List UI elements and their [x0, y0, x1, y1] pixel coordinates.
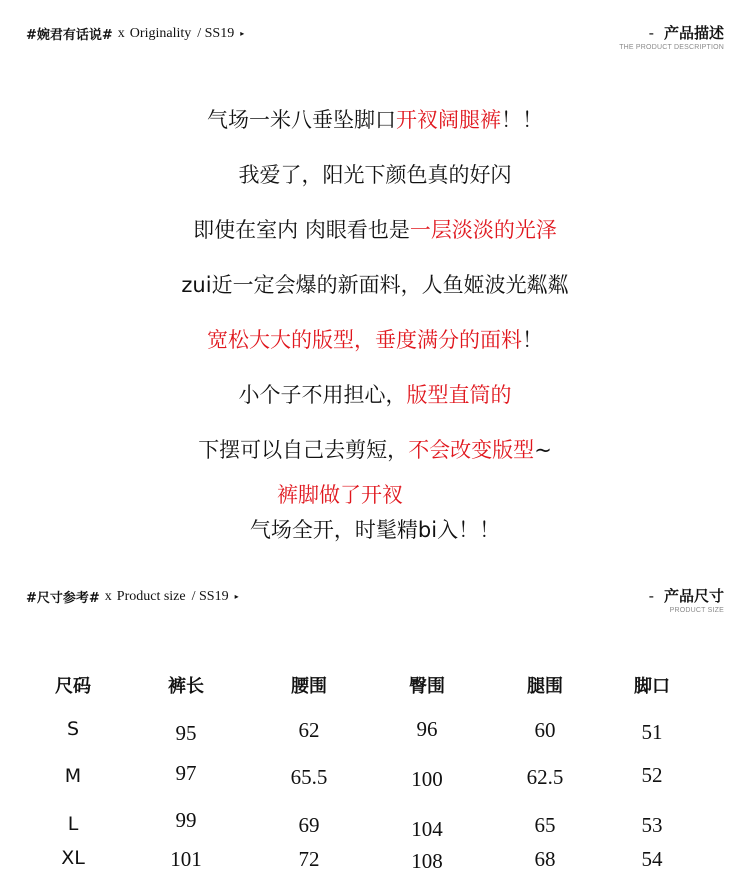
- table-cell: 53: [641, 813, 663, 837]
- highlight-text: 宽松大大的版型，垂度满分的面料: [207, 328, 522, 352]
- section-season: / SS19: [197, 25, 235, 41]
- table-header-cell: 腰围: [291, 676, 327, 697]
- table-cell: 62.5: [526, 765, 564, 789]
- line-text: 小个子不用担心，: [238, 383, 407, 407]
- table-cell: 68: [534, 847, 556, 871]
- size-label: XL: [61, 847, 85, 869]
- line-text: 下摆可以自己去剪短，: [198, 438, 409, 462]
- table-cell: 69: [298, 813, 320, 837]
- section-subtitle: Originality: [129, 25, 192, 41]
- table-cell: 52: [641, 763, 663, 787]
- section-title: 产品描述: [663, 24, 724, 42]
- section-subtitle: Product size: [116, 588, 186, 604]
- line-text: 气场全开，时髦精bi入！！: [249, 518, 501, 542]
- table-cell: 65: [534, 813, 556, 837]
- size-label: S: [66, 718, 80, 740]
- highlight-text: 一层淡淡的光泽: [409, 218, 557, 242]
- table-header-cell: 裤长: [168, 676, 204, 697]
- table-cell: 100: [411, 767, 443, 791]
- table-header-cell: 脚口: [634, 676, 670, 697]
- section-tag: #婉君有话说#: [26, 28, 113, 43]
- play-arrow-icon: ▸: [240, 29, 245, 38]
- section-tag: #尺寸参考#: [26, 591, 100, 606]
- table-header-cell: 腿围: [527, 676, 563, 697]
- section-connector: x: [104, 588, 112, 604]
- table-cell: 95: [175, 721, 197, 745]
- table-cell: 51: [641, 720, 663, 744]
- table-cell: 108: [411, 849, 443, 873]
- highlight-text: 版型直筒的: [406, 383, 512, 407]
- line-text: zui近一定会爆的新面料，人鱼姬波光粼粼: [181, 273, 569, 297]
- table-cell: 99: [175, 808, 197, 832]
- table-header-cell: 臀围: [409, 676, 445, 697]
- section-title-english: THE PRODUCT DESCRIPTION: [619, 44, 724, 51]
- section-connector: x: [117, 25, 125, 41]
- title-dash: -: [648, 587, 654, 605]
- line-text: 我爱了，阳光下颜色真的好闪: [238, 163, 512, 187]
- section-title-english: PRODUCT SIZE: [669, 607, 724, 614]
- highlight-text: 裤脚做了开衩: [277, 483, 403, 507]
- section-title: 产品尺寸: [663, 587, 724, 605]
- table-cell: 72: [298, 847, 320, 871]
- title-dash: -: [648, 24, 654, 42]
- table-header-cell: 尺码: [55, 676, 91, 697]
- table-cell: 97: [175, 761, 197, 785]
- table-cell: 96: [416, 717, 438, 741]
- line-text: ！: [522, 328, 543, 352]
- size-label: L: [67, 813, 79, 835]
- table-cell: 101: [170, 847, 202, 871]
- table-cell: 60: [534, 718, 556, 742]
- table-cell: 104: [411, 817, 443, 841]
- line-text: ！！: [501, 108, 543, 132]
- line-text: ~: [534, 438, 552, 462]
- line-text: 即使在室内 肉眼看也是: [193, 218, 410, 242]
- size-label: M: [64, 765, 82, 787]
- table-cell: 62: [298, 718, 320, 742]
- line-text: 气场一米八垂坠脚口: [207, 108, 396, 132]
- table-cell: 54: [641, 847, 663, 871]
- table-cell: 65.5: [290, 765, 328, 789]
- highlight-text: 开衩阔腿裤: [396, 108, 501, 132]
- highlight-text: 不会改变版型: [408, 438, 535, 462]
- play-arrow-icon: ▸: [234, 592, 239, 601]
- section-season: / SS19: [191, 588, 229, 604]
